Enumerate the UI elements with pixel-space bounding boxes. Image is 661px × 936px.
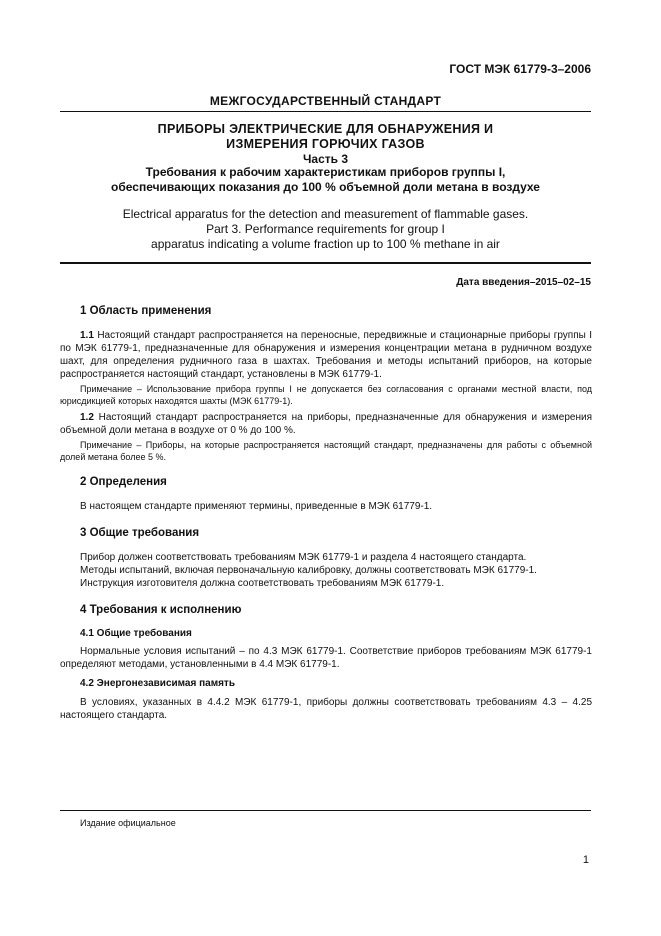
document-code: ГОСТ МЭК 61779-3–2006 <box>449 62 591 76</box>
clause-1-1-number: 1.1 <box>80 330 94 341</box>
effective-date: Дата введения–2015–02–15 <box>456 277 591 288</box>
section-2-text: В настоящем стандарте применяют термины, приведенные в МЭК 61779-1. <box>80 501 433 512</box>
clause-1-2 <box>60 411 592 437</box>
section-2-heading: 2 Определения <box>80 476 167 488</box>
official-edition-label: Издание официальное <box>80 818 176 828</box>
english-line-1: Electrical apparatus for the detection and measurement of flammable gases. <box>122 207 529 221</box>
section-3-line-2: Методы испытаний, включая первоначальную калибровку, должны соответствовать МЭК 61779-1. <box>80 565 537 576</box>
title-divider <box>60 262 591 264</box>
clause-1-2-text: Настоящий стандарт распространяется на приборы, предназначенные для обнаружения и измерения объемной доли метана в воздухе от 0 % до 100 %. <box>60 412 593 436</box>
section-3-heading: 3 Общие требования <box>80 527 200 539</box>
english-line-3: apparatus indicating a volume fraction up to 100 % methane in air <box>151 237 500 251</box>
clause-4-2-heading: 4.2 Энергонезависимая память <box>80 678 235 689</box>
english-line-2: Part 3. Performance requirements for group I <box>206 222 445 236</box>
footer-divider <box>60 810 591 811</box>
title-line-1: ПРИБОРЫ ЭЛЕКТРИЧЕСКИЕ ДЛЯ ОБНАРУЖЕНИЯ И <box>157 122 494 136</box>
section-4-heading: 4 Требования к исполнению <box>80 604 242 616</box>
section-3-line-1: Прибор должен соответствовать требованиям МЭК 61779-1 и раздела 4 настоящего стандарта. <box>80 552 527 563</box>
document-subtitle <box>60 165 591 195</box>
clause-4-2-text: В условиях, указанных в 4.4.2 МЭК 61779-1, приборы должны соответствовать требованиям 4.3 – 4.25 настоящего стандарта. <box>60 697 592 721</box>
clause-4-1-heading: 4.1 Общие требования <box>80 628 192 639</box>
clause-1-1-text: Настоящий стандарт распространяется на переносные, передвижные и стационарные приборы группы I по МЭК 61779-1, предназначенные для обнаружения и измерения концентрации метана в рудничном воздухе шахт, для определения рудничного газа в шахтах. Требования и методы испытаний приборов, на которые распространяется настоящий стандарт, установлены в МЭК 61779-1. <box>60 330 592 380</box>
section-1-heading: 1 Область применения <box>80 305 212 317</box>
note-1: Примечание – Использование прибора группы I не допускается без согласования с органами местной власти, под юрисдикцией которых находятся шахты (МЭК 61779-1). <box>60 384 592 406</box>
english-title <box>60 207 591 252</box>
header-divider <box>60 111 591 112</box>
document-title <box>60 122 591 152</box>
clause-1-2-number: 1.2 <box>80 412 94 423</box>
subtitle-line-2: обеспечивающих показания до 100 % объемной доли метана в воздухе <box>111 180 540 194</box>
clause-4-1-text: Нормальные условия испытаний – по 4.3 МЭК 61779-1. Соответствие приборов требованиям МЭК 61779-1 определяют методами, установленными в 4.4 МЭК 61779-1. <box>60 646 592 670</box>
clause-1-1 <box>60 329 592 381</box>
subtitle-line-1: Требования к рабочим характеристикам приборов группы I, <box>145 165 506 179</box>
title-line-2: ИЗМЕРЕНИЯ ГОРЮЧИХ ГАЗОВ <box>226 137 425 151</box>
page-number: 1 <box>582 854 589 866</box>
section-3-line-3: Инструкция изготовителя должна соответствовать требованиям МЭК 61779-1. <box>80 578 445 589</box>
interstate-standard-heading: МЕЖГОСУДАРСТВЕННЫЙ СТАНДАРТ <box>209 94 442 108</box>
part-label: Часть 3 <box>302 152 349 166</box>
note-2: Примечание – Приборы, на которые распространяется настоящий стандарт, предназначены для работы с объемной долей метана более 5 %. <box>60 440 592 462</box>
